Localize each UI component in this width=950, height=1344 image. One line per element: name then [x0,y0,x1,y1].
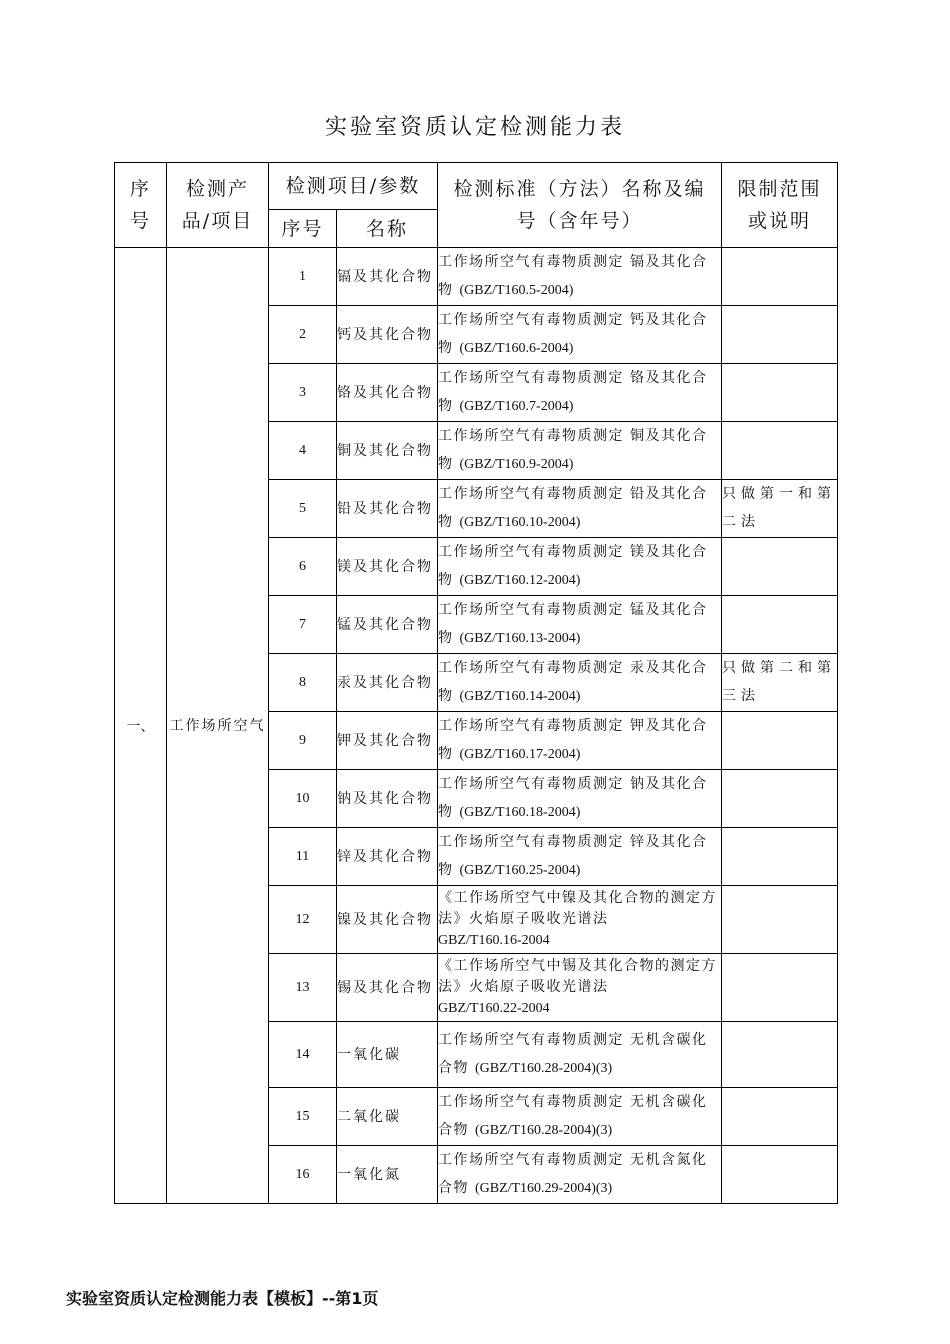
standard-code: (GBZ/T160.28-2004)(3) [474,1123,613,1138]
standard-text: 工作场所空气有毒物质测定 无机含氮化合物 [438,1152,708,1196]
standard-text: 《工作场所空气中镍及其化合物的测定方法》火焰原子吸收光谱法 [438,890,717,927]
row-seq: 8 [269,654,337,712]
header-item-name: 名称 [337,210,438,248]
standard-code: (GBZ/T160.13-2004) [459,631,581,646]
row-item-name: 一氧化氮 [337,1146,438,1204]
row-limit [722,306,838,364]
row-seq: 9 [269,712,337,770]
standard-text: 工作场所空气有毒物质测定 铅及其化合物 [438,486,708,530]
row-item-name: 一氧化碳 [337,1022,438,1088]
row-standard [438,712,722,770]
row-seq: 7 [269,596,337,654]
standard-text: 工作场所空气有毒物质测定 镉及其化合物 [438,254,708,298]
row-limit [722,538,838,596]
row-limit: 只做第二和第三法 [722,654,838,712]
row-standard [438,954,722,1022]
standard-code: (GBZ/T160.10-2004) [459,515,581,530]
standard-code: (GBZ/T160.28-2004)(3) [474,1061,613,1076]
row-standard [438,306,722,364]
row-limit [722,1146,838,1204]
row-seq: 11 [269,828,337,886]
standard-code: (GBZ/T160.5-2004) [459,283,574,298]
row-standard [438,1088,722,1146]
row-standard [438,1022,722,1088]
row-limit [722,712,838,770]
row-seq: 10 [269,770,337,828]
standard-code: (GBZ/T160.18-2004) [459,805,581,820]
row-item-name: 汞及其化合物 [337,654,438,712]
row-limit [722,596,838,654]
row-standard [438,770,722,828]
standard-code: (GBZ/T160.6-2004) [459,341,574,356]
row-limit [722,886,838,954]
standard-text: 工作场所空气有毒物质测定 镁及其化合物 [438,544,708,588]
header-limit: 限制范围或说明 [722,163,838,248]
row-item-name: 铅及其化合物 [337,480,438,538]
row-standard [438,886,722,954]
standard-code: (GBZ/T160.17-2004) [459,747,581,762]
standard-code: (GBZ/T160.9-2004) [459,457,574,472]
standard-text: 工作场所空气有毒物质测定 无机含碳化合物 [438,1032,708,1076]
standard-code: (GBZ/T160.29-2004)(3) [474,1181,613,1196]
header-item-seq: 序号 [269,210,337,248]
standard-text: 工作场所空气有毒物质测定 铜及其化合物 [438,428,708,472]
row-standard [438,1146,722,1204]
row-seq: 15 [269,1088,337,1146]
row-item-name: 镉及其化合物 [337,248,438,306]
row-seq: 16 [269,1146,337,1204]
row-limit [722,422,838,480]
row-seq: 13 [269,954,337,1022]
row-seq: 3 [269,364,337,422]
standard-code: GBZ/T160.16-2004 [438,933,550,948]
standard-code: (GBZ/T160.14-2004) [459,689,581,704]
row-limit: 只做第一和第二法 [722,480,838,538]
row-item-name: 钙及其化合物 [337,306,438,364]
row-item-name: 镍及其化合物 [337,886,438,954]
row-standard [438,828,722,886]
row-seq: 6 [269,538,337,596]
row-standard [438,538,722,596]
row-seq: 1 [269,248,337,306]
standard-code: (GBZ/T160.25-2004) [459,863,581,878]
row-standard [438,248,722,306]
row-item-name: 钾及其化合物 [337,712,438,770]
standard-text: 工作场所空气有毒物质测定 钾及其化合物 [438,718,708,762]
row-standard [438,364,722,422]
row-limit [722,1022,838,1088]
row-seq: 2 [269,306,337,364]
row-seq: 14 [269,1022,337,1088]
row-standard [438,422,722,480]
header-product: 检测产品/项目 [167,163,269,248]
row-seq: 4 [269,422,337,480]
row-item-name: 铜及其化合物 [337,422,438,480]
standard-text: 工作场所空气有毒物质测定 锌及其化合物 [438,834,708,878]
row-item-name: 二氧化碳 [337,1088,438,1146]
row-standard [438,480,722,538]
standard-text: 工作场所空气有毒物质测定 汞及其化合物 [438,660,708,704]
standard-text: 工作场所空气有毒物质测定 钠及其化合物 [438,776,708,820]
group-name: 工作场所空气 [167,248,269,1204]
standard-code: (GBZ/T160.7-2004) [459,399,574,414]
row-limit [722,248,838,306]
standard-text: 工作场所空气有毒物质测定 无机含碳化合物 [438,1094,708,1138]
standard-text: 《工作场所空气中锡及其化合物的测定方法》火焰原子吸收光谱法 [438,958,717,995]
capability-table [114,162,838,1204]
row-item-name: 铬及其化合物 [337,364,438,422]
standard-code: GBZ/T160.22-2004 [438,1001,550,1016]
row-limit [722,364,838,422]
page-footer: 实验室资质认定检测能力表【模板】--第1页 [66,1289,379,1308]
row-limit [722,1088,838,1146]
standard-text: 工作场所空气有毒物质测定 铬及其化合物 [438,370,708,414]
header-standard: 检测标准（方法）名称及编号（含年号） [438,163,722,248]
header-item-group: 检测项目/参数 [269,163,438,210]
row-limit [722,954,838,1022]
standard-code: (GBZ/T160.12-2004) [459,573,581,588]
row-limit [722,828,838,886]
row-item-name: 镁及其化合物 [337,538,438,596]
row-item-name: 锰及其化合物 [337,596,438,654]
row-seq: 12 [269,886,337,954]
row-standard [438,596,722,654]
page-title: 实验室资质认定检测能力表 [324,115,625,140]
standard-text: 工作场所空气有毒物质测定 锰及其化合物 [438,602,708,646]
row-item-name: 钠及其化合物 [337,770,438,828]
row-limit [722,770,838,828]
row-item-name: 锡及其化合物 [337,954,438,1022]
row-seq: 5 [269,480,337,538]
header-seq: 序号 [115,163,167,248]
row-standard [438,654,722,712]
row-item-name: 锌及其化合物 [337,828,438,886]
standard-text: 工作场所空气有毒物质测定 钙及其化合物 [438,312,708,356]
group-number: 一、 [115,248,167,1204]
